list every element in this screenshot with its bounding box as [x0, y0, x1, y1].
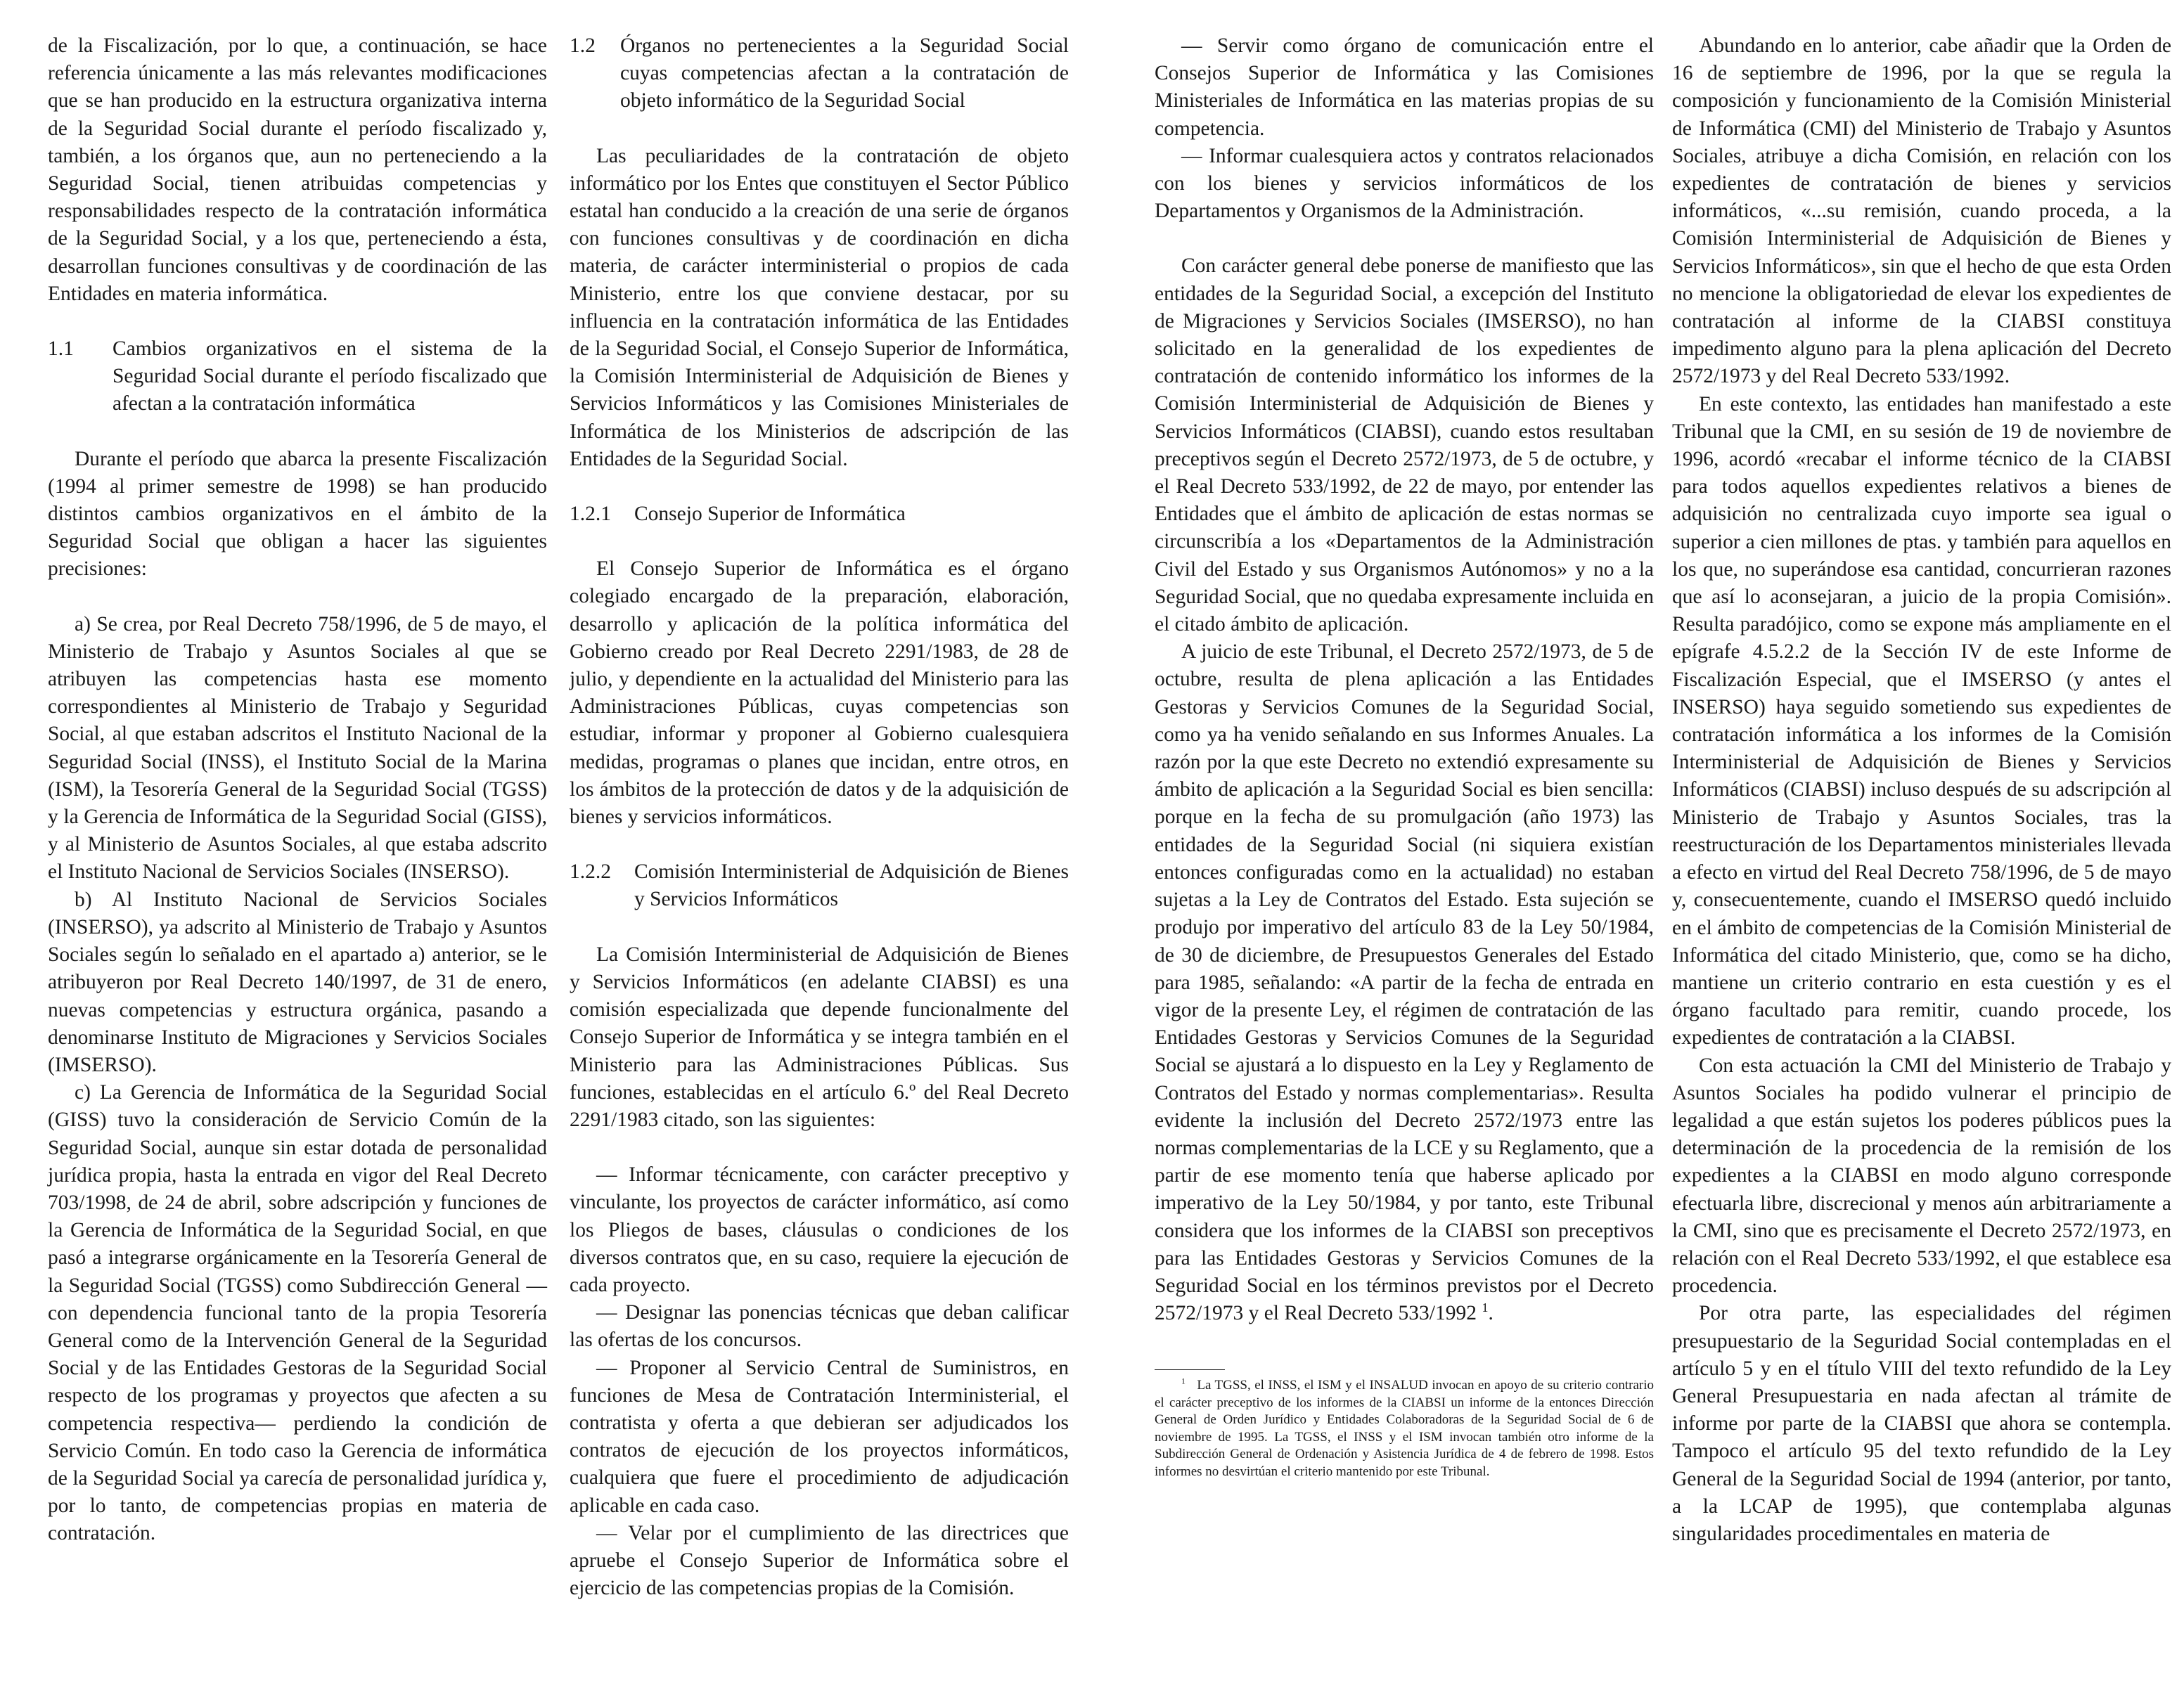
heading-title: Consejo Superior de Informática [634, 503, 906, 526]
footnote-number: 1 [1181, 1377, 1186, 1387]
list-item-designar: — Designar las ponencias técnicas que deban calificar las ofertas de los concursos. [570, 1301, 1069, 1352]
paragraph-item-c: c) La Gerencia de Informática de la Seguridad Social (GISS) tuvo la consideración de Servicio Común de la Seguridad Social, aunque sin estar dotada de personalidad jurídica propia, hasta la entrada en vigor del Real Decreto 703/1998, de 24 de abril, sobre adscripción y funciones de la Gerencia de Informática de la Seguridad Social, en que pasó a integrarse orgánicamente en la Tesorería General de la Seguridad Social (TGSS) como Subdirección General —con dependencia funcional tanto de la propia Tesorería General como de la Intervención General de la Seguridad Social y de las Entidades Gestoras de la Seguridad Social respecto de los programas y proyectos que afecten a su competencia respectiva— perdiendo la condición de Servicio Común. En todo caso la Gerencia de informática de la Seguridad Social ya carecía de personalidad jurídica y, por lo tanto, de competencias propias en materia de contratación. [48, 1081, 547, 1545]
paragraph-juicio-text: A juicio de este Tribunal, el Decreto 2572/1973, de 5 de octubre, resulta de plena aplicación a las Entidades Gestoras y Servicios Comunes de la Seguridad Social, como ya ha venido señalando en sus Informes Anuales. La razón por la que este Decreto no extendió expresamente su ámbito de aplicación a la Seguridad Social es bien sencilla: porque en la fecha de su promulgación (año 1973) las entidades de la Seguridad Social (ni siquiera existían entonces configuradas como en la actualidad) no estaban sujetas a la Ley de Contratos del Estado. Esta sujeción se produjo por imperativo del artículo 83 de la Ley 50/1984, de 30 de diciembre, de Presupuestos Generales del Estado para 1985, señalando: «A partir de la fecha de entrada en vigor de la presente Ley, el régimen de contratación de las Entidades Gestoras y Servicios Comunes de la Seguridad Social se ajustará a lo dispuesto en la Ley y Reglamento de Contratos del Estado y normas complementarias». Resulta evidente la inclusión del Decreto 2572/1973 entre las normas complementarias de la LCE y su Reglamento, que a partir de ese momento tenía que haberse aplicado por imperativo de la Ley 50/1984, y por tanto, este Tribunal considera que los informes de la CIABSI son preceptivos para las Entidades Gestoras y Servicios Comunes de la Seguridad Social en los términos previstos por el Decreto 2572/1973 y el Real Decreto 533/1992 [1155, 640, 1654, 1325]
heading-number: 1.2 [570, 34, 596, 57]
list-item-proponer: — Proponer al Servicio Central de Suministros, en funciones de Mesa de Contratación Interministerial, el contratista y oferta a que debieran ser adjudicados los contratos de ejecución de los proyectos informáticos, cualquiera que fuere el procedimiento de adjudicación aplicable en cada caso. [570, 1356, 1069, 1517]
paragraph-peculiaridades: Las peculiaridades de la contratación de objeto informático por los Entes que constituyen el Sector Público estatal han conducido a la creación de una serie de órganos con funciones consultivas y de coordinación en dicha materia, de carácter interministerial o propios de cada Ministerio, entre los que conviene destacar, por su influencia en la contratación informática de las Entidades de la Seguridad Social, el Consejo Superior de Informática, la Comisión Interministerial de Adquisición de Bienes y Servicios Informáticos y las Comisiones Ministeriales de Informática de los Ministerios de adscripción de las Entidades de la Seguridad Social. [570, 144, 1069, 470]
paragraph-abundando: Abundando en lo anterior, cabe añadir que la Orden de 16 de septiembre de 1996, por la que se regula la composición y funcionamiento de la Comisión Ministerial de Informática (CMI) del Ministerio de Trabajo y Asuntos Sociales, atribuye a dicha Comisión, en relación con los expedientes de contratación de bienes y servicios informáticos, «...su remisión, cuando proceda, a la Comisión Interministerial de Adquisición de Bienes y Servicios Informáticos», sin que el hecho de que esta Orden no mencione la obligatoriedad de elevar los expedientes de contratación al informe de la CIABSI constituya impedimento alguno para la plena aplicación del Decreto 2572/1973 y del Real Decreto 533/1992. [1672, 34, 2171, 388]
left-page-column-2 [570, 32, 1069, 1602]
right-page-column-2 [1672, 32, 2171, 1548]
heading-title: Comisión Interministerial de Adquisición de Bienes y Servicios Informáticos [634, 860, 1069, 911]
paragraph-item-b: b) Al Instituto Nacional de Servicios Sociales (INSERSO), ya adscrito al Ministerio de Trabajo y Asuntos Sociales según lo señalado en el apartado a) anterior, se le atribuyeron por Real Decreto 140/1997, de 31 de enero, nuevas competencias y estructura orgánica, pasando a denominarse Instituto de Migraciones y Servicios Sociales (IMSERSO). [48, 888, 547, 1076]
heading-1-2 [570, 32, 1069, 115]
footnote-text: La TGSS, el INSS, el ISM y el INSALUD invocan en apoyo de su criterio contrario el carácter preceptivo de los informes de la CIABSI un informe de la entonces Dirección General de Orden Jurídico y Entidades Colaboradoras de la Seguridad Social de 6 de noviembre de 1995. La TGSS, el INSS y el ISM invocan también otro informe de la Subdirección General de Ordenación y Asistencia Jurídica de 4 de febrero de 1998. Estos informes no desvirtúan el criterio mantenido por este Tribunal. [1155, 1378, 1655, 1479]
list-item-informar: — Informar técnicamente, con carácter preceptivo y vinculante, los proyectos de carácter informático, así como los Pliegos de bases, cláusulas o condiciones de los diversos contratos que, en su caso, requiere la ejecución de cada proyecto. [570, 1163, 1069, 1296]
footnote-reference: 1 [1482, 1300, 1489, 1315]
footnote [1155, 1377, 1654, 1480]
heading-number: 1.1 [48, 337, 74, 361]
paragraph-consejo: El Consejo Superior de Informática es el órgano colegiado encargado de la preparación, elaboración, desarrollo y aplicación de la política informática del Gobierno creado por Real Decreto 2291/1983, de 28 de julio, y dependiente en la actualidad del Ministerio para las Administraciones Públicas, cuyas competencias son estudiar, informar y proponer al Gobierno cualesquiera medidas, programas o planes que incidan, entre otros, en los ámbitos de la protección de datos y de la adquisición de bienes y servicios informáticos. [570, 557, 1069, 829]
paragraph-comision: La Comisión Interministerial de Adquisición de Bienes y Servicios Informáticos (en adelante CIABSI) es una comisión especializada que depende funcionalmente del Consejo Superior de Informática y se integra también en el Ministerio para las Administraciones Públicas. Sus funciones, establecidas en el artículo 6.º del Real Decreto 2291/1983 citado, son las siguientes: [570, 943, 1069, 1131]
list-item-velar: — Velar por el cumplimiento de las directrices que apruebe el Consejo Superior de Informática sobre el ejercicio de las competencias propias de la Comisión. [570, 1521, 1069, 1600]
left-page-column-1 [48, 32, 547, 1548]
heading-title: Órganos no pertenecientes a la Seguridad Social cuyas competencias afectan a la contratación de objeto informático de la Seguridad Social [620, 34, 1069, 112]
paragraph-intro: de la Fiscalización, por lo que, a continuación, se hace referencia únicamente a las más relevantes modificaciones que se han producido en la estructura organizativa interna de la Seguridad Social durante el período fiscalizado y, también, a los órganos que, aun no perteneciendo a la Seguridad Social, tienen atribuidas competencias y responsabilidades respecto de la contratación informática de la Seguridad Social, y a los que, perteneciendo a ésta, desarrollan funciones consultivas y de coordinación de las Entidades en materia informática. [48, 34, 547, 305]
heading-1-2-1 [570, 501, 1069, 528]
paragraph-juicio-tribunal [1155, 638, 1654, 1327]
heading-number: 1.2.2 [570, 860, 611, 884]
heading-title: Cambios organizativos en el sistema de la Seguridad Social durante el período fiscalizado que afectan a la contratación informática [113, 337, 547, 415]
heading-1-2-2 [570, 858, 1069, 913]
heading-1-1 [48, 335, 547, 418]
paragraph-end-period: . [1488, 1302, 1494, 1325]
list-item-informar-actos: — Informar cualesquiera actos y contratos relacionados con los bienes y servicios informáticos de los Departamentos y Organismos de la Administración. [1155, 144, 1654, 223]
paragraph-periodo: Durante el período que abarca la presente Fiscalización (1994 al primer semestre de 1998) se han producido distintos cambios organizativos en el ámbito de la Seguridad Social que obligan a hacer las siguientes precisiones: [48, 447, 547, 581]
paragraph-contexto: En este contexto, las entidades han manifestado a este Tribunal que la CMI, en su sesión de 19 de noviembre de 1996, acordó «recabar el informe técnico de la CIABSI para todos aquellos expedientes relativos a bienes de adquisición no centralizada cuyo importe sea igual o superior a cien millones de ptas. y también para aquellos en los que, no superándose esa cantidad, concurrieran razones que así lo aconsejaran, a juicio de la propia Comisión». Resulta paradójico, como se expone más ampliamente en el epígrafe 4.5.2.2 de la Sección IV de este Informe de Fiscalización Especial, que el IMSERSO (y antes el INSERSO) haya seguido sometiendo sus expedientes de contratación informática a los informes de la Comisión Interministerial de Adquisición de Bienes y Servicios Informáticos (CIABSI) incluso después de su adscripción al Ministerio de Trabajo y Asuntos Sociales, tras la reestructuración de los Departamentos ministeriales llevada a efecto en virtud del Real Decreto 758/1996, de 5 de mayo y, consecuentemente, cuando el IMSERSO quedó incluido en el ámbito de competencias de la Comisión Ministerial de Informática del citado Ministerio, que, como se ha dicho, mantiene un criterio contrario en esta cuestión y es el órgano facultado para remitir, cuando procede, los expedientes de contratación a la CIABSI. [1672, 392, 2171, 1050]
heading-number: 1.2.1 [570, 503, 611, 526]
footnote-divider [1155, 1369, 1225, 1370]
right-page-column-1 [1155, 32, 1654, 1480]
paragraph-otra-parte: Por otra parte, las especialidades del régimen presupuestario de la Seguridad Social contempladas en el artículo 5 y en el título VIII del texto refundido de la Ley General Presupuestaria en nada afectan al trámite de informe por parte de la CIABSI que ahora se contempla. Tampoco el artículo 95 del texto refundido de la Ley General de la Seguridad Social de 1994 (anterior, por tanto, a la LCAP de 1995), que contemplaba algunas singularidades procedimentales en materia de [1672, 1302, 2171, 1545]
paragraph-caracter-general: Con carácter general debe ponerse de manifiesto que las entidades de la Seguridad Social, a excepción del Instituto de Migraciones y Servicios Sociales (IMSERSO), no han solicitado en la generalidad de los expedientes de contratación de contenido informático los informes de la Comisión Interministerial de Adquisición de Bienes y Servicios Informáticos (CIABSI), cuando estos resultaban preceptivos según el Decreto 2572/1973, de 5 de octubre, y el Real Decreto 533/1992, de 22 de mayo, por entender las Entidades que el ámbito de aplicación de estas normas se circunscribía a los «Departamentos de la Administración Civil del Estado y sus Organismos Autónomos» y no a la Seguridad Social, que no quedaba expresamente incluida en el citado ámbito de aplicación. [1155, 254, 1654, 636]
paragraph-actuacion: Con esta actuación la CMI del Ministerio de Trabajo y Asuntos Sociales ha podido vulnerar el principio de legalidad a que están sujetos los poderes públicos pues la determinación de la procedencia de la remisión de los expedientes a la CIABSI en modo alguno corresponde efectuarla libre, discrecional y menos aún arbitrariamente a la CMI, sino que es precisamente el Decreto 2572/1973, en relación con el Real Decreto 533/1992, el que establece esa procedencia. [1672, 1054, 2171, 1298]
paragraph-item-a: a) Se crea, por Real Decreto 758/1996, de 5 de mayo, el Ministerio de Trabajo y Asuntos Sociales al que se atribuyen las competencias hasta ese momento correspondientes al Ministerio de Trabajo y Seguridad Social, al que estaban adscritos el Instituto Nacional de la Seguridad Social (INSS), el Instituto Social de la Marina (ISM), la Tesorería General de la Seguridad Social (TGSS) y la Gerencia de Informática de la Seguridad Social (GISS), y al Ministerio de Asuntos Sociales, al que estaba adscrito el Instituto Nacional de Servicios Sociales (INSERSO). [48, 612, 547, 884]
list-item-servir: — Servir como órgano de comunicación entre el Consejos Superior de Informática y las Comisiones Ministeriales de Informática en las materias propias de su competencia. [1155, 34, 1654, 140]
